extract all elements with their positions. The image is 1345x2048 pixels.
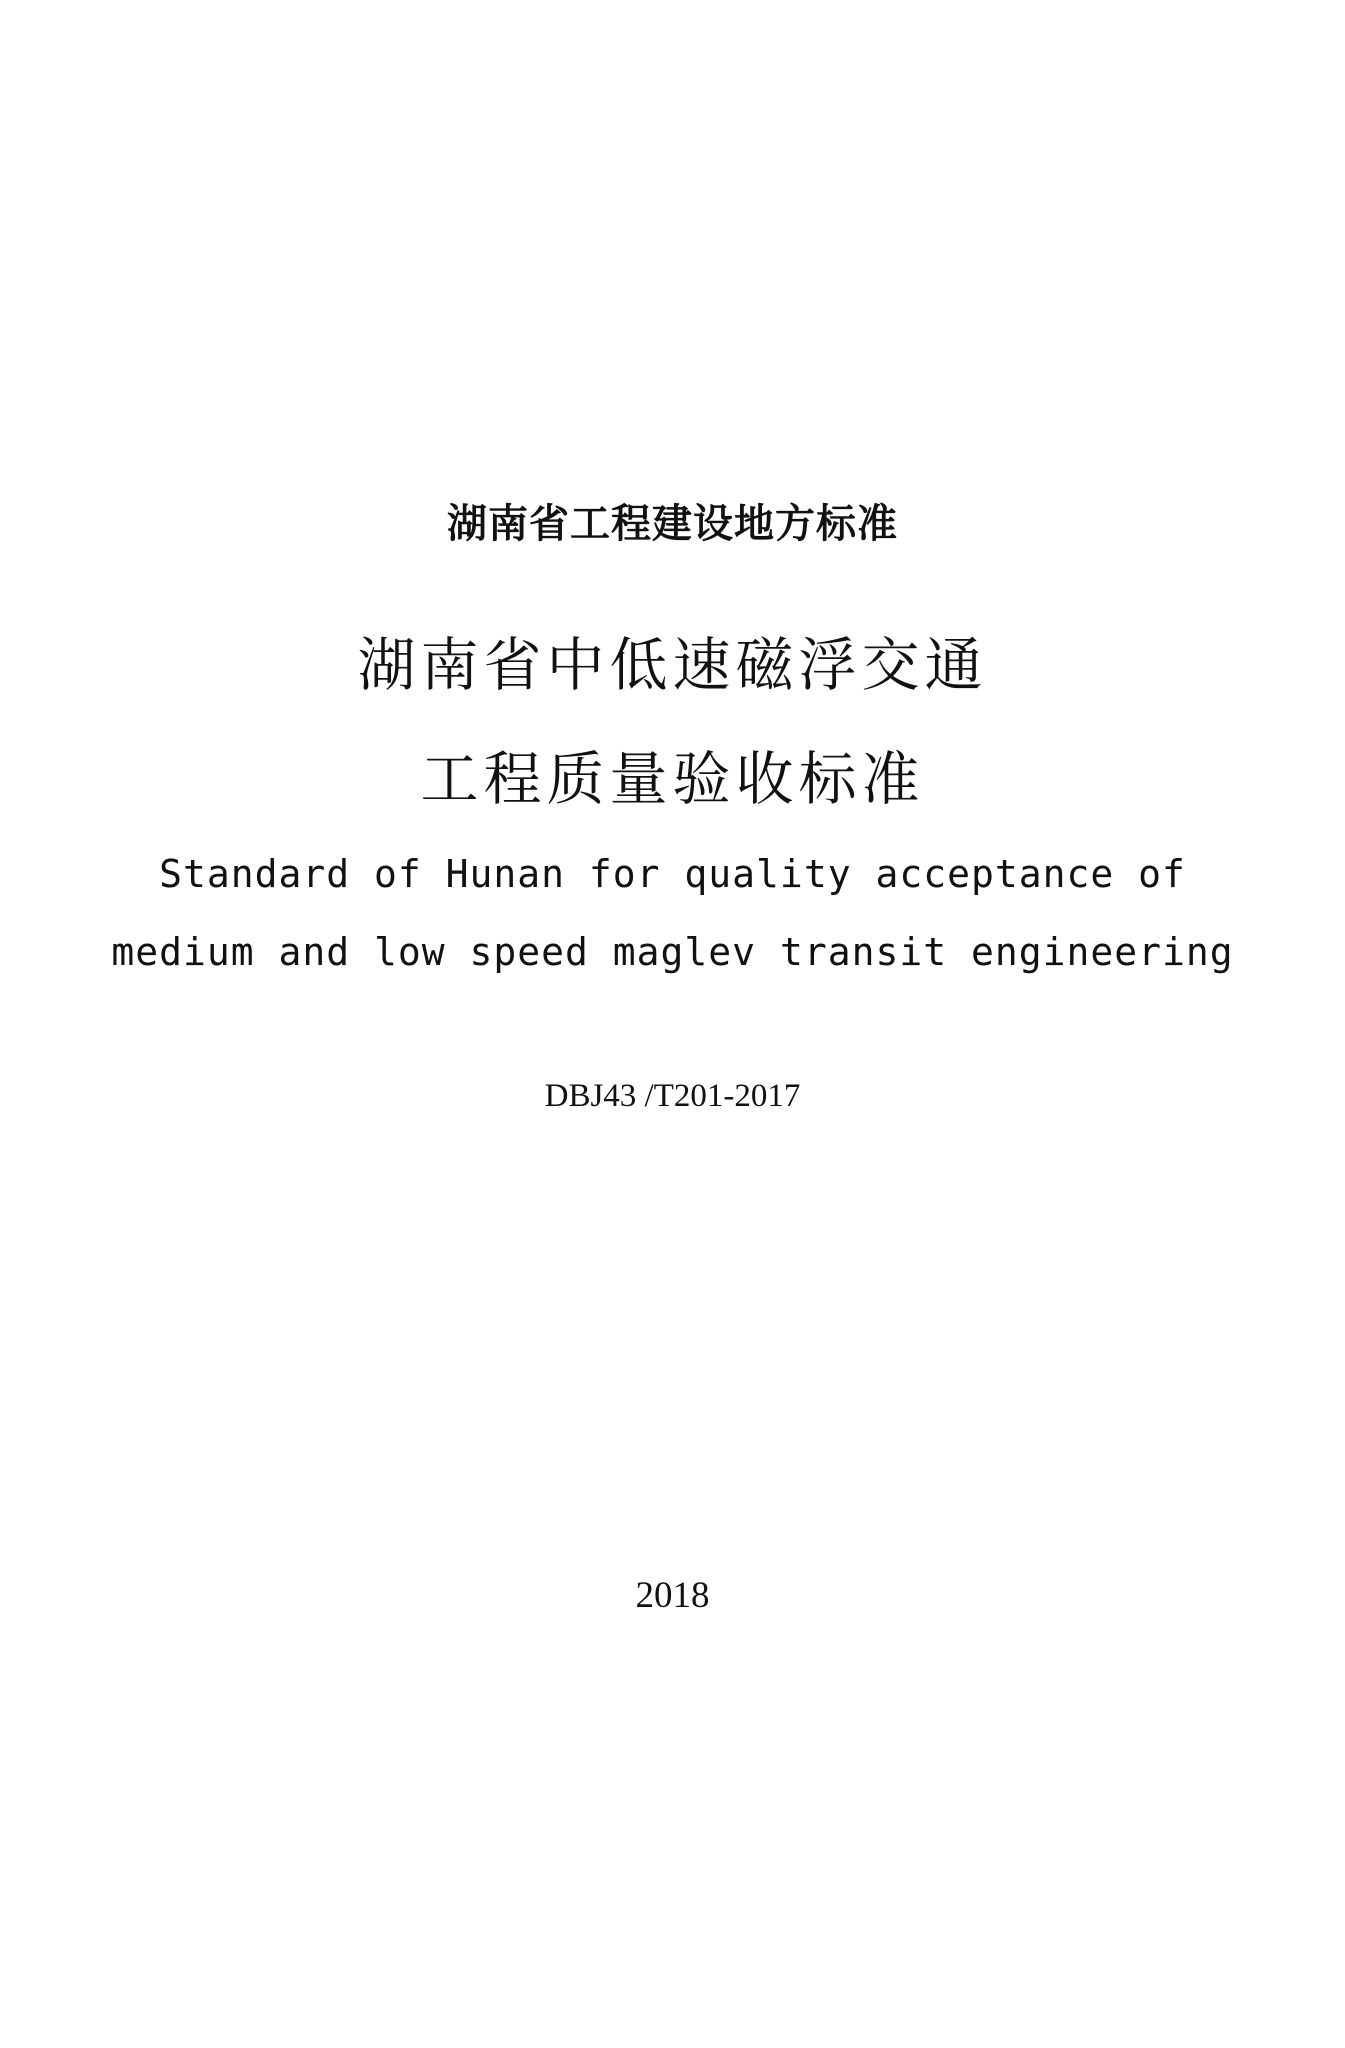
chinese-title-line-1: 湖南省中低速磁浮交通 [357, 631, 988, 699]
standard-category-header: 湖南省工程建设地方标准 [447, 501, 898, 547]
english-title-line-1: Standard of Hunan for quality acceptance of [159, 852, 1186, 896]
standard-code: DBJ43 /T201-2017 [544, 1078, 801, 1114]
publication-year: 2018 [635, 1575, 710, 1616]
english-title-line-2: medium and low speed maglev transit engineering [111, 930, 1234, 974]
chinese-title-line-2: 工程质量验收标准 [420, 745, 925, 813]
